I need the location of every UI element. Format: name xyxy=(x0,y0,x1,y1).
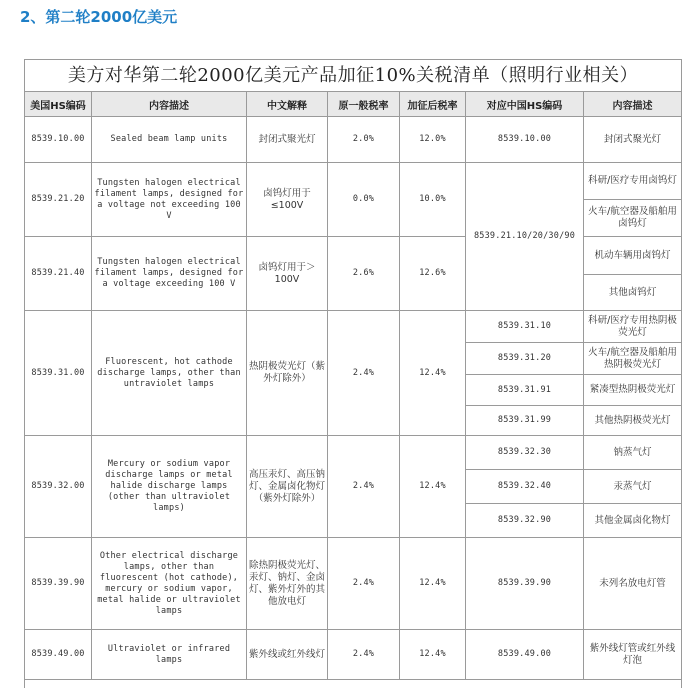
row-description: Fluorescent, hot cathode discharge lamps, other than untraviolet lamps xyxy=(92,311,247,436)
row-us-hs: 8539.31.00 xyxy=(25,311,92,436)
table-title: 美方对华第二轮2000亿美元产品加征10%关税清单（照明行业相关） xyxy=(25,60,681,92)
china-description: 火车/航空器及船舶用热阴极荧光灯 xyxy=(584,343,681,375)
china-description: 未列名放电灯管 xyxy=(584,538,681,630)
row-chinese-explanation: 热阴极荧光灯（紫外灯除外） xyxy=(247,311,328,436)
china-hs-code: 8539.49.00 xyxy=(466,630,584,680)
row-us-hs: 8539.32.00 xyxy=(25,436,92,538)
row-original-rate: 2.6% xyxy=(328,237,400,311)
header-chinese-explanation: 中文解释 xyxy=(247,92,328,117)
row-new-rate: 12.4% xyxy=(400,311,466,436)
row-chinese-explanation: 高压汞灯、高压钠灯、金属卤化物灯（紫外灯除外） xyxy=(247,436,328,538)
row-original-rate: 2.4% xyxy=(328,630,400,680)
china-description: 封闭式聚光灯 xyxy=(584,117,681,163)
row-us-hs: 8539.39.90 xyxy=(25,538,92,630)
china-description: 钠蒸气灯 xyxy=(584,436,681,470)
china-hs-code: 8539.10.00 xyxy=(466,117,584,163)
row-us-hs: 8539.21.40 xyxy=(25,237,92,311)
row-new-rate: 12.4% xyxy=(400,538,466,630)
row-new-rate: 10.0% xyxy=(400,163,466,237)
header-original-rate: 原一般税率 xyxy=(328,92,400,117)
row-description: Mercury or sodium vapor discharge lamps or metal halide discharge lamps (other than ultraviolet lamps) xyxy=(92,436,247,538)
header-new-rate: 加征后税率 xyxy=(400,92,466,117)
header-description: 内容描述 xyxy=(92,92,247,117)
china-hs-code: 8539.39.90 xyxy=(466,538,584,630)
row-original-rate: 2.0% xyxy=(328,117,400,163)
row-description: Tungsten halogen electrical filament lamps, designed for a voltage exceeding 100 V xyxy=(92,237,247,311)
china-hs-code: 8539.32.30 xyxy=(466,436,584,470)
row-description: Sealed beam lamp units xyxy=(92,117,247,163)
china-description: 科研/医疗专用热阴极荧光灯 xyxy=(584,311,681,343)
row-original-rate: 2.4% xyxy=(328,538,400,630)
china-description: 汞蒸气灯 xyxy=(584,470,681,504)
china-hs-code: 8539.31.10 xyxy=(466,311,584,343)
header-china-hs: 对应中国HS编码 xyxy=(466,92,584,117)
china-hs-code: 8539.31.20 xyxy=(466,343,584,375)
row-original-rate: 2.4% xyxy=(328,311,400,436)
row-chinese-explanation: 紫外线或红外线灯 xyxy=(247,630,328,680)
china-hs-code: 8539.21.10/20/30/90 xyxy=(466,163,584,311)
china-hs-code: 8539.32.40 xyxy=(466,470,584,504)
row-chinese-explanation: 卤钨灯用于＞100V xyxy=(247,237,328,311)
china-hs-code: 8539.31.99 xyxy=(466,406,584,436)
china-description: 火车/航空器及船舶用卤钨灯 xyxy=(584,200,681,237)
china-description: 其他热阴极荧光灯 xyxy=(584,406,681,436)
row-description: Other electrical discharge lamps, other than fluorescent (hot cathode), mercury or sodium vapor, metal halide or ultraviolet lamps xyxy=(92,538,247,630)
row-description: Tungsten halogen electrical filament lamps, designed for a voltage not exceeding 100 V xyxy=(92,163,247,237)
row-us-hs: 8539.10.00 xyxy=(25,117,92,163)
tariff-table xyxy=(24,59,682,688)
row-us-hs: 8539.49.00 xyxy=(25,630,92,680)
row-new-rate: 12.6% xyxy=(400,237,466,311)
row-description: Ultraviolet or infrared lamps xyxy=(92,630,247,680)
row-chinese-explanation: 封闭式聚光灯 xyxy=(247,117,328,163)
section-heading: 2、第二轮2000亿美元 xyxy=(20,8,178,26)
china-description: 其他金属卤化物灯 xyxy=(584,504,681,538)
china-hs-code: 8539.32.90 xyxy=(466,504,584,538)
row-new-rate: 12.0% xyxy=(400,117,466,163)
china-description: 其他卤钨灯 xyxy=(584,275,681,311)
row-original-rate: 0.0% xyxy=(328,163,400,237)
header-us-hs: 美国HS编码 xyxy=(25,92,92,117)
china-description: 科研/医疗专用卤钨灯 xyxy=(584,163,681,200)
china-hs-code: 8539.31.91 xyxy=(466,375,584,406)
row-us-hs: 8539.21.20 xyxy=(25,163,92,237)
china-description: 紫外线灯管或红外线灯泡 xyxy=(584,630,681,680)
row-new-rate: 12.4% xyxy=(400,436,466,538)
china-description: 机动车辆用卤钨灯 xyxy=(584,237,681,275)
row-new-rate: 12.4% xyxy=(400,630,466,680)
header-china-description: 内容描述 xyxy=(584,92,681,117)
row-original-rate: 2.4% xyxy=(328,436,400,538)
row-chinese-explanation: 除热阴极荧光灯、汞灯、钠灯、金卤灯、紫外灯外的其他放电灯 xyxy=(247,538,328,630)
row-chinese-explanation: 卤钨灯用于≤100V xyxy=(247,163,328,237)
china-description: 紧凑型热阴极荧光灯 xyxy=(584,375,681,406)
